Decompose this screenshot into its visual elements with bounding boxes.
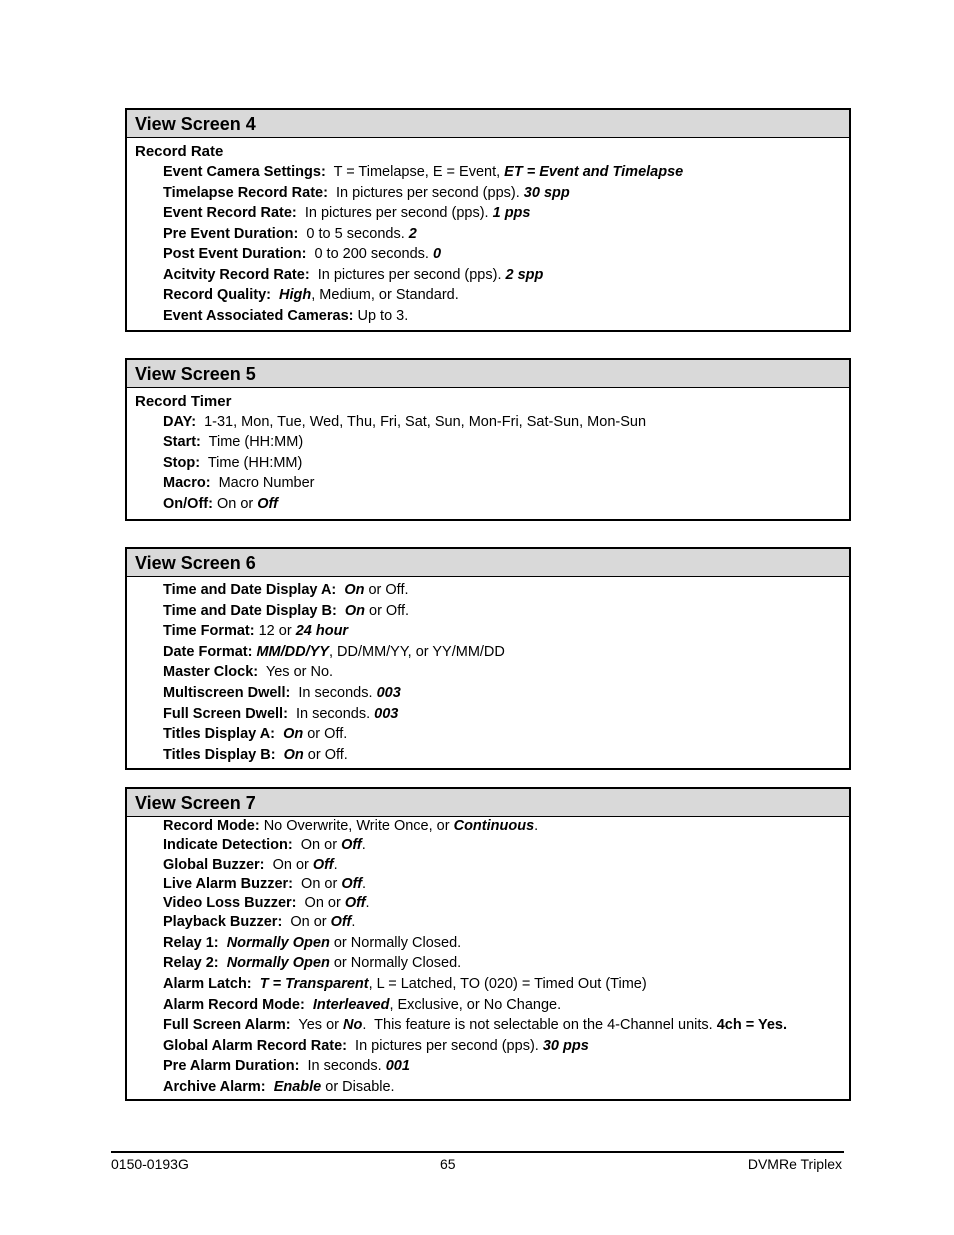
setting-line <box>163 244 849 265</box>
default-value: Off <box>341 837 362 854</box>
setting-label: Acitvity Record Rate: <box>163 266 310 283</box>
setting-label: DAY: <box>163 414 197 430</box>
default-value: 2 spp <box>505 266 544 283</box>
setting-label: Time and Date Display A: <box>163 582 337 598</box>
setting-text: or Disable. <box>321 1078 395 1095</box>
setting-label: Record Mode: <box>163 818 260 834</box>
default-value: 001 <box>385 1058 410 1075</box>
box-header: View Screen 5 <box>127 360 849 388</box>
view-screen-7-box <box>125 787 851 1101</box>
setting-line <box>163 683 849 704</box>
setting-line <box>163 642 849 663</box>
footer-page-number: 65 <box>440 1156 456 1172</box>
setting-label: Live Alarm Buzzer: <box>163 875 293 892</box>
setting-text <box>275 726 283 742</box>
setting-text <box>305 997 313 1013</box>
setting-line <box>163 1036 849 1057</box>
setting-text: No Overwrite, Write Once, or <box>259 818 454 834</box>
setting-text: or Off. <box>303 726 348 743</box>
setting-lines <box>127 412 849 514</box>
setting-label: Video Loss Buzzer: <box>163 895 297 912</box>
setting-text: . <box>351 914 356 931</box>
setting-text: In pictures per second (pps). <box>346 1037 543 1054</box>
default-value: Off <box>257 495 278 512</box>
setting-text: 0 to 200 seconds. <box>306 246 433 262</box>
default-value: Off <box>330 914 352 931</box>
default-value: On <box>283 746 304 763</box>
default-value: 003 <box>376 684 401 701</box>
setting-line <box>163 953 849 974</box>
setting-text: In pictures per second (pps). <box>296 205 493 221</box>
default-value: On <box>283 726 304 743</box>
box-header: View Screen 7 <box>127 789 849 817</box>
default-value: 003 <box>374 705 399 722</box>
setting-line <box>163 662 849 683</box>
setting-line <box>163 580 849 601</box>
setting-line <box>163 894 849 913</box>
setting-line <box>163 621 849 642</box>
setting-line <box>163 412 849 432</box>
setting-line <box>163 306 849 327</box>
default-value: T = Transparent <box>259 975 369 992</box>
footer-doc-number: 0150-0193G <box>111 1156 189 1172</box>
setting-label: Macro: <box>163 475 211 492</box>
setting-lines <box>127 577 849 765</box>
setting-label: Playback Buzzer: <box>163 914 283 931</box>
setting-line <box>163 836 849 855</box>
section-title: Record Timer <box>135 393 232 410</box>
setting-label: Timelapse Record Rate: <box>163 184 328 201</box>
setting-line <box>163 1056 849 1077</box>
default-value: On <box>344 582 365 598</box>
setting-line <box>163 265 849 286</box>
setting-text <box>219 955 227 971</box>
setting-text: Time (HH:MM) <box>200 434 304 451</box>
default-value: 2 <box>408 225 417 242</box>
setting-text: . <box>365 895 370 912</box>
setting-label: Indicate Detection: <box>163 837 293 854</box>
setting-label: Relay 1: <box>163 934 219 951</box>
setting-line <box>163 933 849 954</box>
setting-line <box>163 1015 849 1036</box>
setting-text: Yes or No. <box>258 664 334 681</box>
setting-text: 1-31, Mon, Tue, Wed, Thu, Fri, Sat, Sun, Mon-Fri, Sat-Sun, Mon-Sun <box>196 414 647 430</box>
setting-label: Titles Display A: <box>163 726 276 743</box>
setting-line <box>163 817 849 836</box>
default-value: Normally Open <box>226 955 330 972</box>
setting-text: . <box>333 856 338 873</box>
setting-label: Time Format: <box>163 623 255 640</box>
setting-label: Date Format: <box>163 643 253 660</box>
setting-text <box>337 603 345 619</box>
default-value: 30 spp <box>523 184 570 201</box>
setting-label: Alarm Record Mode: <box>163 996 305 1013</box>
default-value: ET = Event and Timelapse <box>504 164 684 180</box>
setting-text: or Off. <box>364 582 409 598</box>
setting-text: or Normally Closed. <box>329 955 462 972</box>
setting-line <box>163 432 849 452</box>
setting-line <box>163 224 849 245</box>
setting-label: Multiscreen Dwell: <box>163 684 291 701</box>
setting-text <box>271 287 279 303</box>
setting-line <box>163 203 849 224</box>
setting-label: Pre Alarm Duration: <box>163 1058 300 1075</box>
setting-line <box>163 285 849 306</box>
setting-text: or Normally Closed. <box>329 934 462 951</box>
setting-label: Pre Event Duration: <box>163 225 299 242</box>
setting-text <box>252 976 260 992</box>
box-header: View Screen 6 <box>127 549 849 577</box>
default-value: High <box>279 287 312 303</box>
setting-text <box>276 747 284 763</box>
setting-label: Global Buzzer: <box>163 856 265 873</box>
setting-label: Global Alarm Record Rate: <box>163 1037 347 1054</box>
setting-line <box>163 913 849 932</box>
default-value: Continuous <box>453 818 535 834</box>
default-value: Off <box>341 875 363 892</box>
setting-line <box>163 724 849 745</box>
setting-label: Full Screen Dwell: <box>163 705 288 722</box>
setting-text: . This feature is not selectable on the 4-Channel units. <box>362 1017 717 1034</box>
setting-lines <box>127 162 849 326</box>
setting-text: , L = Latched, TO (020) = Timed Out (Time) <box>368 975 647 992</box>
default-value: 1 pps <box>492 205 531 221</box>
setting-text: In seconds. <box>299 1058 386 1075</box>
default-value: Interleaved <box>312 996 390 1013</box>
default-value: MM/DD/YY <box>256 643 329 660</box>
setting-text <box>266 1079 274 1095</box>
setting-text: On or <box>264 856 313 873</box>
setting-line <box>163 745 849 766</box>
setting-label: Stop: <box>163 454 201 471</box>
footer-divider <box>111 1151 844 1153</box>
setting-text: 0 to 5 seconds. <box>298 225 409 242</box>
setting-text: . <box>362 875 367 892</box>
box-header: View Screen 4 <box>127 110 849 138</box>
view-screen-4-box <box>125 108 851 332</box>
setting-text: or Off. <box>364 602 410 619</box>
setting-text: T = Timelapse, E = Event, <box>325 164 505 180</box>
default-value: On <box>344 602 365 619</box>
default-value: 24 hour <box>295 623 349 640</box>
setting-text: In seconds. <box>287 705 375 722</box>
setting-label: Time and Date Display B: <box>163 602 337 619</box>
view-screen-5-box <box>125 358 851 521</box>
setting-text: On or <box>282 914 331 931</box>
section-title: Record Rate <box>135 143 224 160</box>
setting-line <box>163 995 849 1016</box>
setting-text: 12 or <box>254 623 296 640</box>
setting-text: Macro Number <box>210 475 315 492</box>
default-value: No <box>343 1017 363 1034</box>
setting-label: Record Quality: <box>163 287 271 303</box>
setting-label: Relay 2: <box>163 955 219 972</box>
default-value: Enable <box>273 1078 322 1095</box>
setting-text: On or <box>296 895 345 912</box>
setting-text: In pictures per second (pps). <box>309 266 506 283</box>
setting-text: , Medium, or Standard. <box>311 287 459 303</box>
setting-text <box>219 935 227 951</box>
setting-text: , DD/MM/YY, or YY/MM/DD <box>328 643 505 660</box>
setting-text: In seconds. <box>290 684 377 701</box>
default-value: Off <box>312 856 334 873</box>
default-value: 30 pps <box>542 1037 589 1054</box>
setting-text: . <box>534 818 539 834</box>
default-value: Off <box>344 895 366 912</box>
setting-label: Event Camera Settings: <box>163 164 326 180</box>
setting-text: , Exclusive, or No Change. <box>389 996 562 1013</box>
setting-text: Up to 3. <box>353 307 409 324</box>
setting-line <box>163 974 849 995</box>
setting-label: Start: <box>163 434 201 451</box>
setting-label: Archive Alarm: <box>163 1078 266 1095</box>
setting-label: Post Event Duration: <box>163 246 307 262</box>
setting-label: 4ch = Yes. <box>716 1017 788 1034</box>
setting-line <box>163 473 849 493</box>
setting-label: Alarm Latch: <box>163 975 252 992</box>
setting-text: On or <box>212 495 258 512</box>
setting-text: . <box>361 837 366 854</box>
setting-label: On/Off: <box>163 495 213 512</box>
setting-text: or Off. <box>303 746 348 763</box>
setting-line <box>163 1077 849 1098</box>
setting-line <box>163 183 849 204</box>
setting-label: Event Record Rate: <box>163 205 297 221</box>
setting-label: Event Associated Cameras: <box>163 307 354 324</box>
setting-text: In pictures per second (pps). <box>327 184 524 201</box>
setting-text: Time (HH:MM) <box>200 454 303 471</box>
footer-product-name: DVMRe Triplex <box>747 1156 842 1172</box>
setting-line <box>163 875 849 894</box>
setting-line <box>163 453 849 473</box>
default-value: Normally Open <box>226 934 330 951</box>
setting-lines <box>127 817 849 1098</box>
setting-line <box>163 856 849 875</box>
setting-label: Titles Display B: <box>163 746 276 763</box>
default-value: 0 <box>432 246 442 262</box>
setting-line <box>163 704 849 725</box>
setting-text: On or <box>292 837 342 854</box>
setting-line <box>163 601 849 622</box>
setting-line <box>163 494 849 514</box>
setting-label: Master Clock: <box>163 664 259 681</box>
setting-text: On or <box>293 875 342 892</box>
view-screen-6-box <box>125 547 851 770</box>
setting-text: Yes or <box>290 1017 343 1034</box>
setting-line <box>163 162 849 183</box>
setting-label: Full Screen Alarm: <box>163 1017 291 1034</box>
